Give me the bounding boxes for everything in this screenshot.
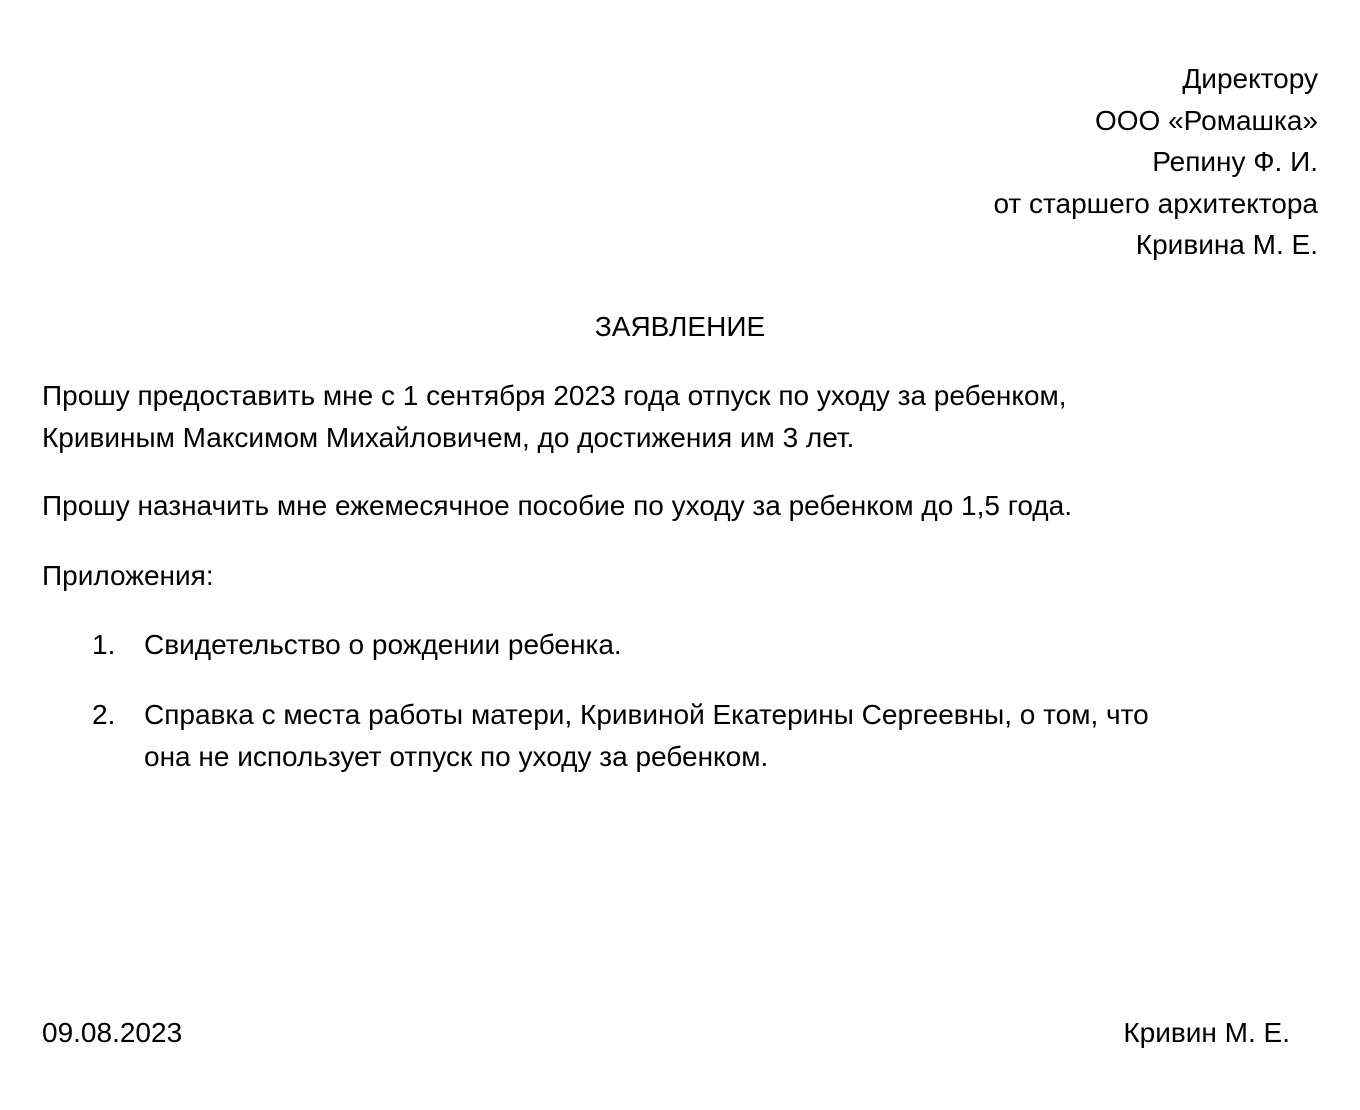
attachment-number: 1. xyxy=(92,629,116,660)
leave-request-paragraph xyxy=(42,375,1067,458)
addressee-block xyxy=(993,58,1318,266)
attachment-number: 2. xyxy=(92,699,116,730)
attachment-line: Справка с места работы матери, Кривиной Екатерины Сергеевны, о том, что xyxy=(144,699,1149,730)
addressee-position: Директору xyxy=(1182,63,1318,94)
paragraph-line: Прошу предоставить мне с 1 сентября 2023 года отпуск по уходу за ребенком, xyxy=(42,380,1067,411)
sender-position: от старшего архитектора xyxy=(993,187,1318,219)
attachments-heading xyxy=(42,555,214,597)
attachment-text xyxy=(144,624,622,666)
attachment-line: она не использует отпуск по уходу за ребенком. xyxy=(144,740,769,772)
sender-name: Кривина М. Е. xyxy=(1135,229,1318,260)
document-date: 09.08.2023 xyxy=(42,1017,183,1048)
addressee-name: Репину Ф. И. xyxy=(1152,146,1318,177)
addressee-company: ООО «Ромашка» xyxy=(1094,104,1318,136)
document-title: ЗАЯВЛЕНИЕ xyxy=(594,311,766,342)
paragraph-line: Кривиным Максимом Михайловичем, до достижения им 3 лет. xyxy=(42,421,855,453)
paragraph-line: Приложения: xyxy=(42,560,214,591)
signature-name: Кривин М. Е. xyxy=(1123,1017,1290,1048)
allowance-request-paragraph xyxy=(42,485,1072,527)
attachment-line: Свидетельство о рождении ребенка. xyxy=(144,629,622,660)
attachment-text xyxy=(144,694,1149,777)
paragraph-line: Прошу назначить мне ежемесячное пособие по уходу за ребенком до 1,5 года. xyxy=(42,490,1072,521)
